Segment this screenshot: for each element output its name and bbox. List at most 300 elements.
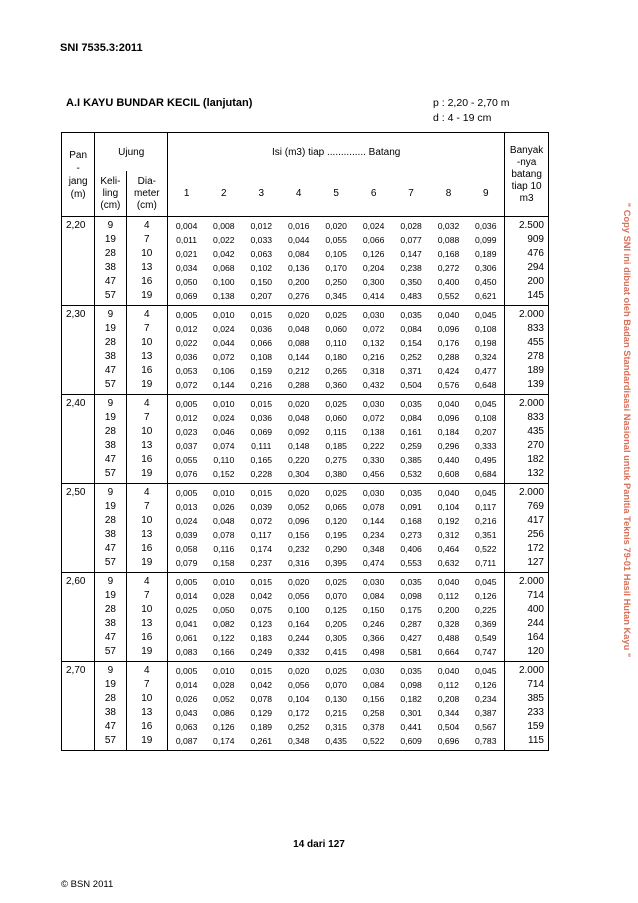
volume-cell: 0,028 <box>213 680 235 690</box>
volume-cell: 0,048 <box>287 324 310 334</box>
volume-cell: 0,076 <box>168 467 205 484</box>
diameter-cell: 19 <box>126 467 168 484</box>
volume-cell: 0,055 <box>325 235 347 245</box>
volume-cell: 0,296 <box>437 441 460 451</box>
header-ujung: Ujung <box>95 133 168 172</box>
volume-cell: 0,024 <box>213 413 235 423</box>
volume-cell: 0,061 <box>175 633 198 643</box>
panjang-cell: 2,30 <box>62 306 95 395</box>
keliling-cell: 28 <box>95 425 126 439</box>
volume-cell: 0,126 <box>362 249 385 259</box>
diameter-cell: 19 <box>126 734 168 751</box>
section-title: A.I KAYU BUNDAR KECIL (lanjutan) <box>66 97 253 109</box>
volume-cell: 0,244 <box>287 633 310 643</box>
volume-cell: 0,040 <box>437 310 460 320</box>
volume-cell: 0,632 <box>430 556 467 573</box>
volume-cell: 0,115 <box>325 427 347 437</box>
volume-cell: 0,122 <box>213 633 235 643</box>
header-count-5: 5 <box>317 171 354 217</box>
volume-cell: 0,024 <box>362 221 385 231</box>
table-row <box>62 364 549 378</box>
volume-cell: 0,130 <box>325 694 347 704</box>
volume-cell: 0,117 <box>467 500 504 514</box>
volume-cell: 0,249 <box>243 645 280 662</box>
volume-cell: 0,020 <box>287 577 310 587</box>
volume-cell: 0,013 <box>175 502 198 512</box>
volume-cell: 0,015 <box>250 488 273 498</box>
volume-cell: 0,387 <box>467 706 504 720</box>
volume-cell: 0,464 <box>437 544 460 554</box>
keliling-cell: 57 <box>95 556 126 573</box>
volume-cell: 0,072 <box>213 352 235 362</box>
volume-cell: 0,096 <box>437 413 460 423</box>
volume-cell: 0,415 <box>317 645 354 662</box>
volume-cell: 0,522 <box>355 734 392 751</box>
volume-cell: 0,144 <box>287 352 310 362</box>
banyak-cell: 400 <box>505 603 549 617</box>
keliling-cell: 57 <box>95 645 126 662</box>
keliling-cell: 19 <box>95 233 126 247</box>
volume-cell: 0,078 <box>362 502 385 512</box>
table-row <box>62 706 549 720</box>
volume-cell: 0,046 <box>213 427 235 437</box>
volume-cell: 0,112 <box>438 680 459 690</box>
volume-cell: 0,105 <box>325 249 347 259</box>
keliling-cell: 9 <box>95 662 126 679</box>
diameter-cell: 19 <box>126 645 168 662</box>
banyak-cell: 294 <box>505 261 549 275</box>
volume-cell: 0,148 <box>287 441 310 451</box>
volume-cell: 0,259 <box>400 441 422 451</box>
keliling-cell: 57 <box>95 467 126 484</box>
panjang-cell: 2,40 <box>62 395 95 484</box>
volume-cell: 0,015 <box>250 310 273 320</box>
volume-cell: 0,045 <box>467 573 504 590</box>
table-row <box>62 322 549 336</box>
volume-cell: 0,288 <box>280 378 317 395</box>
volume-cell: 0,220 <box>287 455 310 465</box>
volume-cell: 0,025 <box>325 666 347 676</box>
volume-cell: 0,305 <box>325 633 347 643</box>
volume-cell: 0,549 <box>467 631 504 645</box>
table-row <box>62 528 549 542</box>
volume-cell: 0,015 <box>250 577 273 587</box>
volume-cell: 0,174 <box>250 544 273 554</box>
volume-cell: 0,150 <box>362 605 385 615</box>
table-row <box>62 217 549 234</box>
volume-cell: 0,495 <box>467 453 504 467</box>
volume-cell: 0,275 <box>325 455 347 465</box>
volume-cell: 0,005 <box>175 310 198 320</box>
table-row <box>62 425 549 439</box>
table-row <box>62 411 549 425</box>
table-row <box>62 542 549 556</box>
volume-cell: 0,098 <box>400 680 422 690</box>
volume-cell: 0,010 <box>213 666 235 676</box>
volume-cell: 0,035 <box>400 666 422 676</box>
volume-cell: 0,182 <box>400 694 422 704</box>
volume-cell: 0,208 <box>437 694 460 704</box>
banyak-cell: 714 <box>505 678 549 692</box>
volume-cell: 0,204 <box>362 263 385 273</box>
diameter-cell: 7 <box>126 233 168 247</box>
volume-cell: 0,581 <box>392 645 429 662</box>
volume-cell: 0,035 <box>400 577 422 587</box>
volume-cell: 0,110 <box>213 455 235 465</box>
volume-cell: 0,216 <box>243 378 280 395</box>
volume-cell: 0,015 <box>250 666 273 676</box>
keliling-cell: 47 <box>95 720 126 734</box>
keliling-cell: 47 <box>95 275 126 289</box>
header-count-7: 7 <box>392 171 429 217</box>
volume-cell: 0,063 <box>175 722 198 732</box>
volume-cell: 0,180 <box>325 352 347 362</box>
volume-cell: 0,316 <box>280 556 317 573</box>
volume-cell: 0,050 <box>175 277 198 287</box>
banyak-cell: 145 <box>505 289 549 306</box>
page-number: 14 dari 127 <box>293 839 345 850</box>
volume-cell: 0,532 <box>392 467 429 484</box>
volume-cell: 0,106 <box>213 366 235 376</box>
volume-cell: 0,012 <box>175 413 198 423</box>
keliling-cell: 9 <box>95 484 126 501</box>
header-count-8: 8 <box>430 171 467 217</box>
volume-cell: 0,010 <box>213 577 235 587</box>
volume-cell: 0,048 <box>213 516 235 526</box>
volume-cell: 0,091 <box>400 502 422 512</box>
diameter-cell: 7 <box>126 322 168 336</box>
volume-cell: 0,096 <box>437 324 460 334</box>
keliling-cell: 28 <box>95 336 126 350</box>
volume-cell: 0,084 <box>400 413 422 423</box>
volume-cell: 0,371 <box>400 366 422 376</box>
keliling-cell: 9 <box>95 217 126 234</box>
diameter-cell: 4 <box>126 395 168 412</box>
volume-cell: 0,110 <box>325 338 347 348</box>
volume-cell: 0,288 <box>437 352 460 362</box>
volume-cell: 0,034 <box>175 263 198 273</box>
volume-cell: 0,315 <box>325 722 347 732</box>
keliling-cell: 47 <box>95 542 126 556</box>
volume-cell: 0,077 <box>400 235 422 245</box>
volume-cell: 0,161 <box>400 427 422 437</box>
volume-cell: 0,504 <box>392 378 429 395</box>
volume-cell: 0,065 <box>325 502 347 512</box>
volume-cell: 0,258 <box>362 708 385 718</box>
banyak-cell: 2.000 <box>505 395 549 412</box>
banyak-cell: 164 <box>505 631 549 645</box>
keliling-cell: 57 <box>95 289 126 306</box>
volume-cell: 0,232 <box>287 544 310 554</box>
volume-cell: 0,052 <box>213 694 235 704</box>
table-row <box>62 453 549 467</box>
keliling-cell: 38 <box>95 439 126 453</box>
volume-cell: 0,063 <box>250 249 273 259</box>
volume-cell: 0,025 <box>325 399 347 409</box>
volume-cell: 0,087 <box>168 734 205 751</box>
volume-cell: 0,250 <box>325 277 347 287</box>
volume-cell: 0,084 <box>287 249 310 259</box>
header-diameter: Dia- meter (cm) <box>126 171 168 217</box>
volume-cell: 0,014 <box>175 680 198 690</box>
volume-cell: 0,328 <box>437 619 460 629</box>
banyak-cell: 159 <box>505 720 549 734</box>
volume-cell: 0,055 <box>175 455 198 465</box>
volume-cell: 0,183 <box>250 633 273 643</box>
header-banyak: Banyak -nya batang tiap 10 m3 <box>505 133 549 217</box>
volume-cell: 0,301 <box>400 708 422 718</box>
volume-cell: 0,036 <box>250 324 273 334</box>
volume-cell: 0,441 <box>400 722 422 732</box>
volume-cell: 0,225 <box>467 603 504 617</box>
volume-cell: 0,350 <box>400 277 422 287</box>
keliling-cell: 28 <box>95 514 126 528</box>
table-row <box>62 678 549 692</box>
volume-cell: 0,195 <box>325 530 347 540</box>
volume-cell: 0,185 <box>325 441 347 451</box>
volume-cell: 0,385 <box>400 455 422 465</box>
header-count-4: 4 <box>280 171 317 217</box>
header-count-9: 9 <box>467 171 504 217</box>
volume-cell: 0,028 <box>213 591 235 601</box>
volume-cell: 0,189 <box>250 722 273 732</box>
volume-cell: 0,312 <box>437 530 460 540</box>
table-row <box>62 467 549 484</box>
volume-cell: 0,072 <box>362 324 385 334</box>
volume-cell: 0,069 <box>168 289 205 306</box>
volume-cell: 0,207 <box>243 289 280 306</box>
table-row <box>62 275 549 289</box>
volume-cell: 0,664 <box>430 645 467 662</box>
volume-cell: 0,351 <box>467 528 504 542</box>
volume-cell: 0,098 <box>400 591 422 601</box>
volume-cell: 0,477 <box>467 364 504 378</box>
volume-cell: 0,005 <box>175 577 198 587</box>
diameter-cell: 10 <box>126 514 168 528</box>
panjang-cell: 2,20 <box>62 217 95 306</box>
volume-cell: 0,042 <box>250 680 273 690</box>
keliling-cell: 38 <box>95 617 126 631</box>
volume-cell: 0,222 <box>362 441 385 451</box>
volume-cell: 0,304 <box>280 467 317 484</box>
volume-cell: 0,086 <box>213 708 235 718</box>
volume-cell: 0,011 <box>176 235 198 245</box>
volume-cell: 0,075 <box>250 605 273 615</box>
volume-cell: 0,380 <box>317 467 354 484</box>
banyak-cell: 189 <box>505 364 549 378</box>
volume-cell: 0,070 <box>325 591 347 601</box>
diameter-cell: 10 <box>126 425 168 439</box>
volume-cell: 0,014 <box>175 591 198 601</box>
keliling-cell: 47 <box>95 453 126 467</box>
volume-cell: 0,052 <box>287 502 310 512</box>
table-row <box>62 514 549 528</box>
volume-cell: 0,041 <box>175 619 198 629</box>
keliling-cell: 38 <box>95 261 126 275</box>
volume-cell: 0,030 <box>362 310 385 320</box>
keliling-cell: 28 <box>95 603 126 617</box>
keliling-cell: 47 <box>95 364 126 378</box>
banyak-cell: 2.000 <box>505 306 549 323</box>
volume-cell: 0,108 <box>467 411 504 425</box>
diameter-cell: 10 <box>126 247 168 261</box>
volume-cell: 0,037 <box>175 441 198 451</box>
volume-cell: 0,406 <box>400 544 422 554</box>
table-row <box>62 378 549 395</box>
volume-cell: 0,165 <box>250 455 273 465</box>
volume-cell: 0,184 <box>437 427 460 437</box>
banyak-cell: 2.000 <box>505 484 549 501</box>
header-count-6: 6 <box>355 171 392 217</box>
volume-cell: 0,152 <box>205 467 242 484</box>
volume-cell: 0,360 <box>317 378 354 395</box>
volume-cell: 0,048 <box>287 413 310 423</box>
volume-cell: 0,129 <box>250 708 273 718</box>
table-row <box>62 556 549 573</box>
volume-cell: 0,504 <box>437 722 460 732</box>
volume-cell: 0,088 <box>437 235 460 245</box>
volume-cell: 0,039 <box>250 502 273 512</box>
volume-cell: 0,100 <box>213 277 235 287</box>
volume-cell: 0,172 <box>287 708 310 718</box>
volume-cell: 0,276 <box>280 289 317 306</box>
header-count-3: 3 <box>243 171 280 217</box>
table-row <box>62 233 549 247</box>
volume-cell: 0,069 <box>250 427 273 437</box>
volume-cell: 0,120 <box>325 516 347 526</box>
volume-cell: 0,074 <box>213 441 235 451</box>
banyak-cell: 417 <box>505 514 549 528</box>
diameter-cell: 10 <box>126 692 168 706</box>
diameter-cell: 13 <box>126 617 168 631</box>
volume-cell: 0,078 <box>250 694 273 704</box>
volume-cell: 0,144 <box>362 516 385 526</box>
volume-cell: 0,330 <box>362 455 385 465</box>
volume-cell: 0,030 <box>362 577 385 587</box>
volume-cell: 0,621 <box>467 289 504 306</box>
volume-cell: 0,216 <box>467 514 504 528</box>
volume-cell: 0,332 <box>280 645 317 662</box>
volume-cell: 0,045 <box>467 306 504 323</box>
volume-cell: 0,192 <box>437 516 460 526</box>
volume-cell: 0,040 <box>437 666 460 676</box>
table-row <box>62 289 549 306</box>
volume-cell: 0,088 <box>287 338 310 348</box>
volume-cell: 0,498 <box>355 645 392 662</box>
volume-cell: 0,440 <box>437 455 460 465</box>
banyak-cell: 278 <box>505 350 549 364</box>
document-standard-code: SNI 7535.3:2011 <box>60 42 143 54</box>
volume-cell: 0,060 <box>325 413 347 423</box>
keliling-cell: 19 <box>95 678 126 692</box>
volume-cell: 0,012 <box>250 221 273 231</box>
volume-cell: 0,234 <box>362 530 385 540</box>
volume-cell: 0,025 <box>325 577 347 587</box>
diameter-cell: 16 <box>126 631 168 645</box>
volume-cell: 0,273 <box>400 530 422 540</box>
volume-cell: 0,084 <box>362 591 385 601</box>
copyright-watermark: " Copy SNI ini dibuat oleh Badan Standardisasi Nasional untuk Panitia Teknis 79-01 Hasil Hutan Kayu " <box>622 202 632 658</box>
diameter-cell: 16 <box>126 453 168 467</box>
volume-cell: 0,215 <box>325 708 347 718</box>
diameter-cell: 16 <box>126 542 168 556</box>
volume-cell: 0,112 <box>438 591 459 601</box>
volume-cell: 0,126 <box>467 589 504 603</box>
volume-cell: 0,030 <box>362 666 385 676</box>
volume-cell: 0,096 <box>287 516 310 526</box>
volume-cell: 0,238 <box>400 263 422 273</box>
banyak-cell: 182 <box>505 453 549 467</box>
volume-cell: 0,228 <box>243 467 280 484</box>
volume-cell: 0,005 <box>175 666 198 676</box>
volume-cell: 0,684 <box>467 467 504 484</box>
diameter-cell: 10 <box>126 603 168 617</box>
table-row <box>62 395 549 412</box>
volume-cell: 0,648 <box>467 378 504 395</box>
diameter-cell: 4 <box>126 573 168 590</box>
keliling-cell: 19 <box>95 411 126 425</box>
volume-cell: 0,079 <box>168 556 205 573</box>
volume-cell: 0,488 <box>437 633 460 643</box>
volume-cell: 0,072 <box>250 516 273 526</box>
diameter-cell: 19 <box>126 289 168 306</box>
volume-cell: 0,483 <box>392 289 429 306</box>
table-row <box>62 439 549 453</box>
volume-cell: 0,212 <box>287 366 310 376</box>
diameter-cell: 13 <box>126 261 168 275</box>
volume-cell: 0,022 <box>213 235 235 245</box>
volume-cell: 0,252 <box>400 352 422 362</box>
keliling-cell: 57 <box>95 378 126 395</box>
volume-cell: 0,020 <box>287 310 310 320</box>
dimension-range <box>433 96 509 126</box>
table-row <box>62 662 549 679</box>
volume-cell: 0,100 <box>287 605 310 615</box>
volume-cell: 0,207 <box>467 425 504 439</box>
banyak-cell: 435 <box>505 425 549 439</box>
header-count-2: 2 <box>205 171 242 217</box>
banyak-cell: 132 <box>505 467 549 484</box>
volume-cell: 0,020 <box>325 221 347 231</box>
volume-cell: 0,025 <box>175 605 198 615</box>
volume-table <box>61 132 549 751</box>
volume-cell: 0,083 <box>168 645 205 662</box>
volume-cell: 0,036 <box>250 413 273 423</box>
volume-cell: 0,072 <box>168 378 205 395</box>
volume-cell: 0,056 <box>287 591 310 601</box>
diameter-cell: 16 <box>126 364 168 378</box>
banyak-cell: 833 <box>505 411 549 425</box>
volume-cell: 0,174 <box>205 734 242 751</box>
volume-cell: 0,043 <box>175 708 198 718</box>
volume-cell: 0,035 <box>400 399 422 409</box>
banyak-cell: 256 <box>505 528 549 542</box>
copyright-notice: © BSN 2011 <box>61 879 114 890</box>
volume-cell: 0,783 <box>467 734 504 751</box>
volume-cell: 0,164 <box>287 619 310 629</box>
keliling-cell: 9 <box>95 573 126 590</box>
volume-cell: 0,030 <box>362 399 385 409</box>
volume-cell: 0,108 <box>250 352 273 362</box>
volume-cell: 0,045 <box>467 395 504 412</box>
keliling-cell: 9 <box>95 306 126 323</box>
volume-cell: 0,039 <box>175 530 198 540</box>
table-row <box>62 350 549 364</box>
volume-cell: 0,044 <box>287 235 310 245</box>
volume-cell: 0,125 <box>325 605 347 615</box>
table-row <box>62 617 549 631</box>
volume-cell: 0,111 <box>251 441 272 451</box>
